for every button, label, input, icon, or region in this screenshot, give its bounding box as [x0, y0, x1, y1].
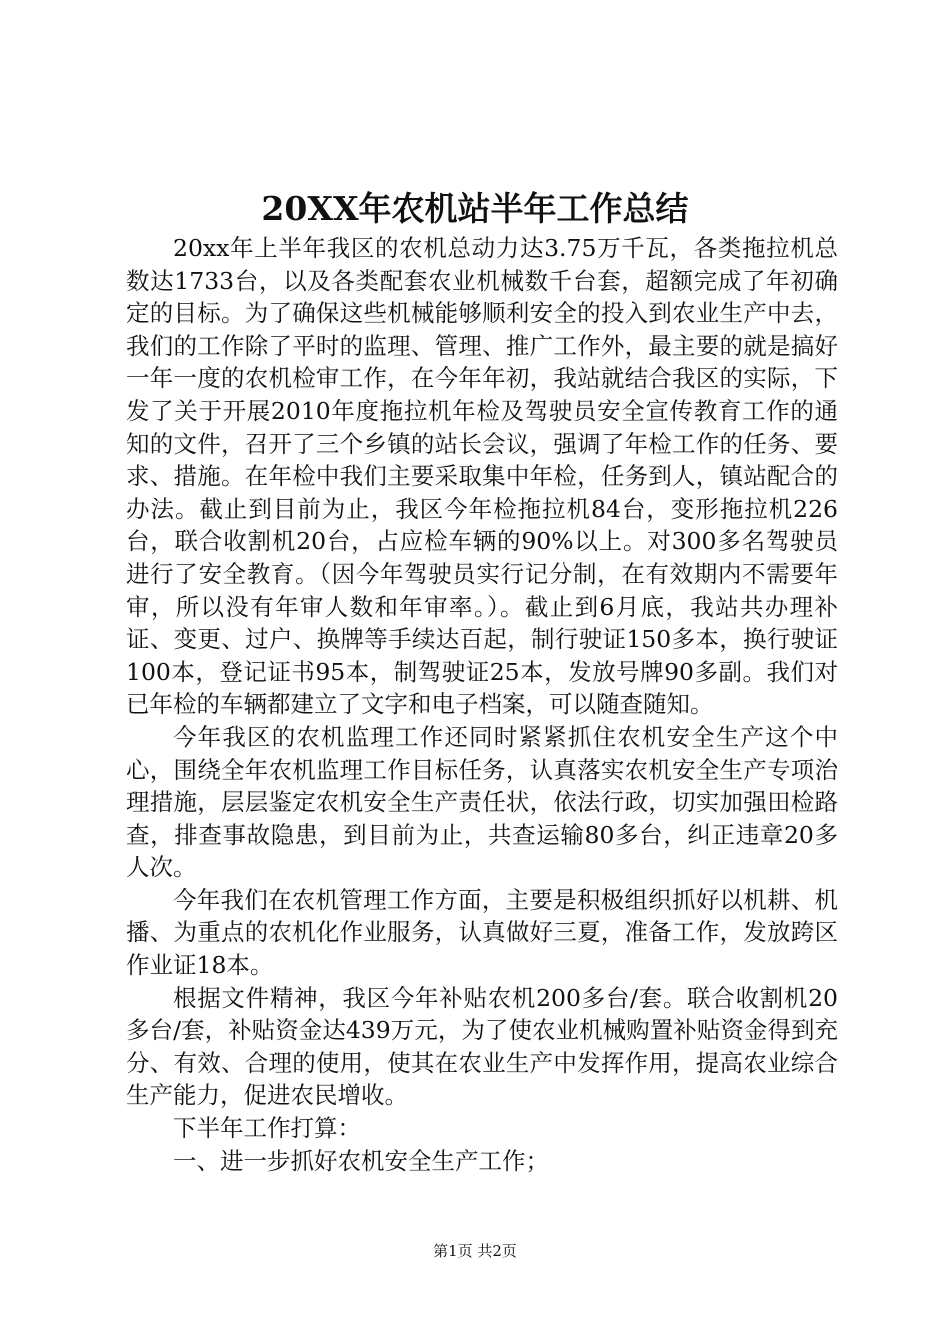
- page-footer: 第1页 共2页: [433, 1242, 517, 1260]
- paragraph-4: 根据文件精神，我区今年补贴农机200多台/套。联合收割机20多台/套，补贴资金达439万元，为了使农业机械购置补贴资金得到充分、有效、合理的使用，使其在农业生产中发挥作用，提高农业综合生产能力，促进农民增收。: [126, 983, 838, 1110]
- paragraph-5: 下半年工作打算：: [173, 1114, 361, 1143]
- paragraph-6: 一、进一步抓好农机安全生产工作；: [173, 1146, 549, 1175]
- paragraph-2: 今年我区的农机监理工作还同时紧紧抓住农机安全生产这个中心，围绕全年农机监理工作目标任务，认真落实农机安全生产专项治理措施，层层鉴定农机安全生产责任状，依法行政，切实加强田检路查，排查事故隐患，到目前为止，共查运输80多台，纠正违章20多人次。: [126, 722, 838, 882]
- paragraph-3: 今年我们在农机管理工作方面，主要是积极组织抓好以机耕、机播、为重点的农机化作业服务，认真做好三夏，准备工作，发放跨区作业证18本。: [126, 885, 838, 980]
- document-body: [126, 232, 838, 1177]
- paragraph-1: 20xx年上半年我区的农机总动力达3.75万千瓦，各类拖拉机总数达1733台，以及各类配套农业机械数千台套，超额完成了年初确定的目标。为了确保这些机械能够顺利安全的投入到农业生产中去，我们的工作除了平时的监理、管理、推广工作外，最主要的就是搞好一年一度的农机检审工作，在今年年初，我站就结合我区的实际，下发了关于开展2010年度拖拉机年检及驾驶员安全宣传教育工作的通知的文件，召开了三个乡镇的站长会议，强调了年检工作的任务、要求、措施。在年检中我们主要采取集中年检，任务到人，镇站配合的办法。截止到目前为止，我区今年检拖拉机84台，变形拖拉机226台，联合收割机20台，占应检车辆的90%以上。对300多名驾驶员进行了安全教育。（因今年驾驶员实行记分制，在有效期内不需要年审，所以没有年审人数和年审率。）。截止到6月底，我站共办理补证、变更、过户、换牌等手续达百起，制行驶证150多本，换行驶证100本，登记证书95本，制驾驶证25本，发放号牌90多副。我们对已年检的车辆都建立了文字和电子档案，可以随查随知。: [126, 234, 838, 719]
- document-title: 20XX年农机站半年工作总结: [261, 189, 689, 228]
